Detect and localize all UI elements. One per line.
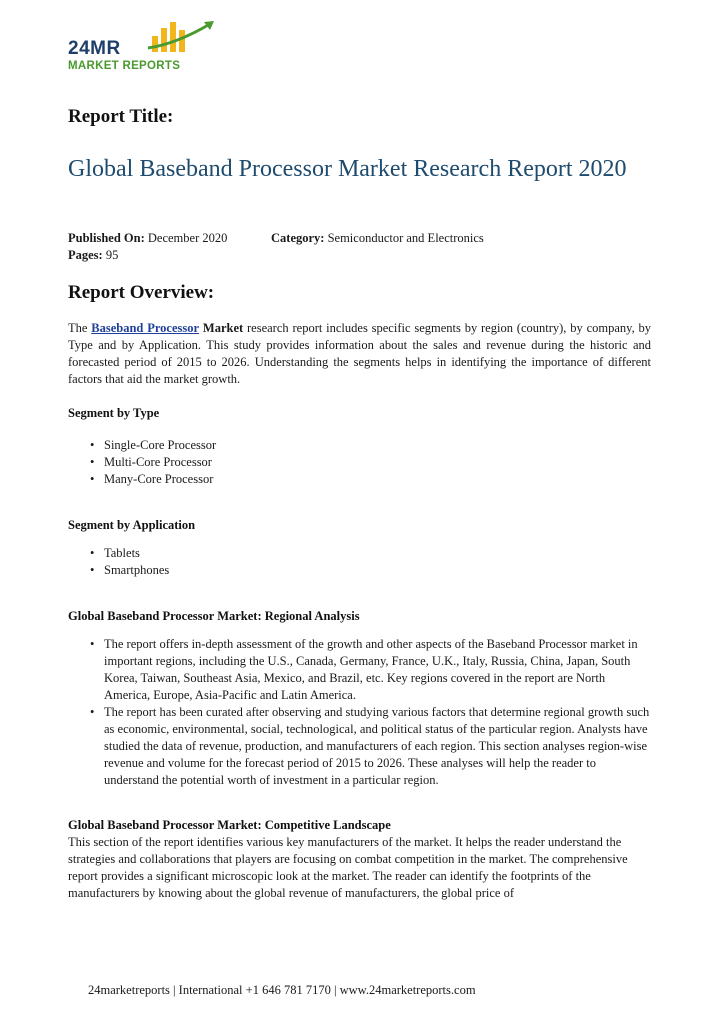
competitive-landscape-heading: Global Baseband Processor Market: Competitive Landscape: [68, 818, 391, 832]
report-overview-heading: Report Overview:: [68, 282, 215, 303]
overview-prefix: The: [68, 321, 88, 335]
overview-bold-word: Market: [202, 321, 244, 335]
category-value: Semiconductor and Electronics: [327, 231, 484, 245]
regional-analysis-heading: Global Baseband Processor Market: Regional Analysis: [68, 609, 360, 623]
company-logo[interactable]: [68, 18, 218, 78]
list-item: • The report has been curated after observing and studying various factors that determine regional growth such as economic, environmental, social, technological, and political status of the particular region. Analysts have studied the data of revenue, production, and manufacturers of each region. This section analyses region-wise revenue and volume for the forecast period of 2015 to 2026. These analyses will help the reader to understand the potential worth of investment in a particular region.: [88, 704, 653, 789]
segment-application-list: [88, 545, 653, 579]
pages-label: Pages:: [68, 248, 103, 262]
segment-type-heading: Segment by Type: [68, 406, 160, 420]
baseband-processor-link[interactable]: Baseband Processor: [91, 321, 200, 335]
logo-text-secondary: MARKET REPORTS: [68, 60, 181, 72]
published-label: Published On:: [68, 231, 145, 245]
logo-bars-icon: [146, 18, 216, 56]
overview-paragraph: [68, 320, 651, 388]
list-item: • Single-Core Processor: [88, 437, 653, 454]
segment-type-list: [88, 437, 653, 488]
page-footer: 24marketreports | International +1 646 781 7170 | www.24marketreports.com: [88, 983, 476, 997]
logo-text-primary: 24MR: [68, 38, 121, 59]
published-value: December 2020: [147, 231, 228, 245]
pages: [68, 248, 118, 263]
list-item: • The report offers in-depth assessment of the growth and other aspects of the Baseband Processor market in important regions, including the U.S., Canada, Germany, France, U.K., Italy, Russia, China, Japan, South Korea, Taiwan, Southeast Asia, Mexico, and Brazil, etc. Key regions covered in the report are North America, Europe, Asia-Pacific and Latin America.: [88, 636, 653, 704]
page-title: Global Baseband Processor Market Research Report 2020: [68, 156, 627, 182]
category: [271, 231, 484, 246]
competitive-landscape-paragraph: This section of the report identifies various key manufacturers of the market. It helps the reader understand the strategies and collaborations that players are focusing on combat competition in the market. The comprehensive report provides a significant microscopic look at the market. The reader can identify the footprints of the manufacturers by knowing about the global revenue of manufacturers, the global price of: [68, 835, 628, 900]
list-item: • Tablets: [88, 545, 653, 562]
category-label: Category:: [271, 231, 325, 245]
report-title-label: Report Title:: [68, 106, 174, 127]
list-item: • Many-Core Processor: [88, 471, 653, 488]
regional-analysis-list: [88, 636, 653, 789]
published-on: [68, 231, 227, 246]
segment-application-heading: Segment by Application: [68, 518, 196, 532]
overview-text: research report includes specific segments by region (country), by company, by Type and by Application. This study provides information about the sales and revenue during the historic and forecasted period of 2015 to 2026. Understanding the segments helps in identifying the importance of different factors that aid the market growth.: [68, 321, 652, 386]
list-item: • Smartphones: [88, 562, 653, 579]
pages-value: 95: [105, 248, 119, 262]
list-item: • Multi-Core Processor: [88, 454, 653, 471]
